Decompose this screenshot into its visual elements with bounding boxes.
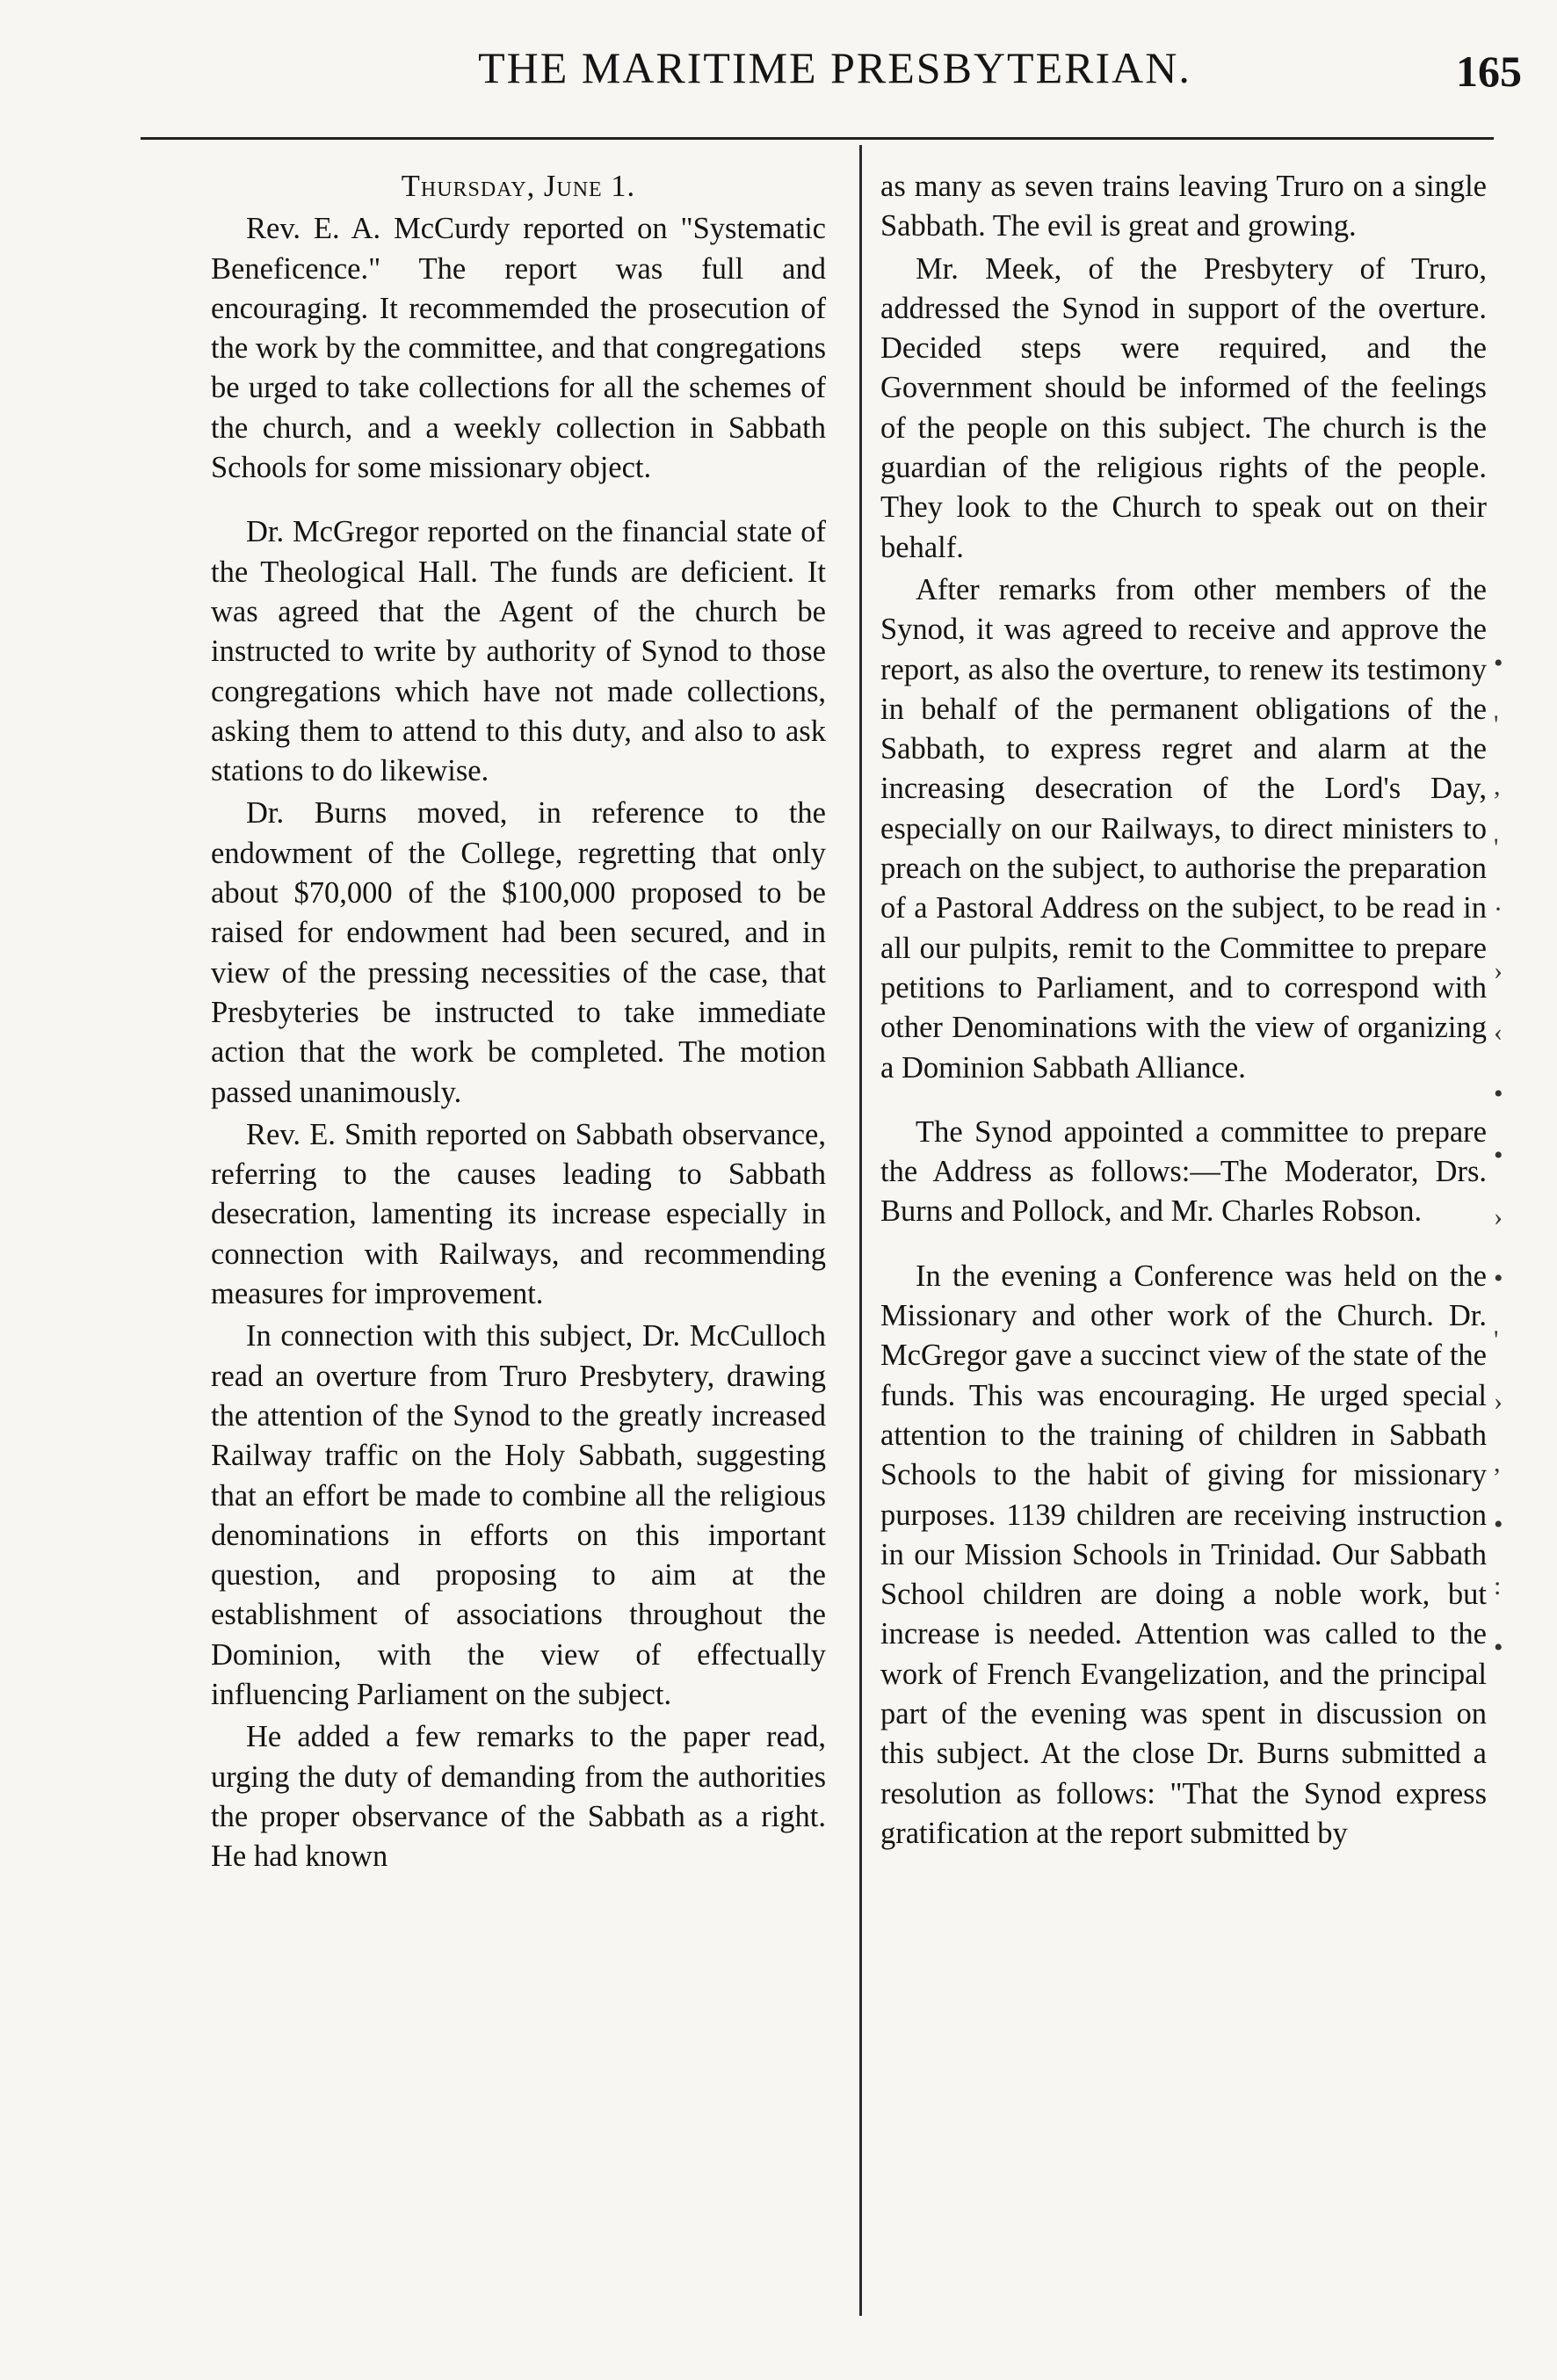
paragraph-theological-hall: Dr. McGregor reported on the financial state of the Theological Hall. The funds are deficient. It was agreed that the Agent of the church be instructed to write by authority of Synod to those congregations which have not made collections, asking them to attend to this duty, and also to ask stations to do likewise. <box>211 515 826 788</box>
margin-mark: • <box>1494 1079 1503 1108</box>
header-rule <box>141 137 1494 140</box>
margin-mark: ' <box>1494 833 1499 862</box>
paragraph-beneficence: Rev. E. A. McCurdy reported on "Systematic Beneficence." The report was full and encouraging. It recommemded the prosecution of the work by the committee, and that congregations be urged to take collections for all the schemes of the church, and a weekly collection in Sabbath Schools for some missionary object. <box>211 212 826 485</box>
running-title: THE MARITIME PRESBYTERIAN. <box>478 43 1191 92</box>
margin-mark: ‹ <box>1494 1018 1503 1047</box>
page-number: 165 <box>1456 47 1522 96</box>
margin-mark: : <box>1494 1571 1502 1600</box>
margin-mark: • <box>1494 1141 1503 1170</box>
paragraph-committee: The Synod appointed a committee to prepare the Address as follows:—The Moderator, Drs. Burns and Pollock, and Mr. Charles Robson. <box>880 1114 1487 1229</box>
margin-mark: , <box>1494 1448 1501 1477</box>
margin-marks <box>1494 633 1538 2303</box>
margin-mark: • <box>1494 1510 1503 1539</box>
paragraph-resolution: After remarks from other members of the Synod, it was agreed to receive and approve the report, as also the overture, to renew its testimony in behalf of the permanent obligations of the Sabbath, to express regret and alarm at the increasing desecration of the Lord's Day, especially on our Railways, to direct ministers to preach on the subject, to authorise the preparation of a Pastoral Address on the subject, to be read in all our pulpits, remit to the Committee to prepare petitions to Parliament, and to correspond with other Denominations with the view of organizing a Dominion Sabbath Alliance. <box>880 572 1487 1085</box>
margin-mark: • <box>1494 1264 1503 1293</box>
margin-mark: · <box>1494 895 1503 924</box>
page-header <box>0 35 1557 114</box>
margin-mark: › <box>1494 1387 1503 1416</box>
left-column <box>211 167 826 1876</box>
paragraph-sabbath-observance: Rev. E. Smith reported on Sabbath observance, referring to the causes leading to Sabbath desecration, lamenting its increase especially in connection with Railways, and recommending measures for improvement. <box>211 1117 826 1311</box>
margin-mark: ' <box>1494 1325 1499 1354</box>
paragraph-meek: Mr. Meek, of the Presbytery of Truro, addressed the Synod in support of the overture. Decided steps were required, and the Government should be informed of the feelings of the people on this subject. The church is the guardian of the religious rights of the people. They look to the Church to speak out on their behalf. <box>880 251 1487 564</box>
dateline: Thursday, June 1. <box>401 170 636 203</box>
margin-mark: , <box>1494 772 1501 801</box>
paragraph-trains: as many as seven trains leaving Truro on a single Sabbath. The evil is great and growing. <box>880 170 1487 243</box>
paragraph-endowment: Dr. Burns moved, in reference to the endowment of the College, regretting that only about $70,000 of the $100,000 proposed to be raised for endowment had been secured, and in view of the pressing necessities of the case, that Presbyteries be instructed to take immediate action that the work be completed. The motion passed unanimously. <box>211 796 826 1109</box>
margin-mark: › <box>1494 956 1503 985</box>
right-column <box>880 167 1487 1854</box>
column-divider <box>859 145 862 2316</box>
paragraph-conference: In the evening a Conference was held on the Missionary and other work of the Church. Dr. McGregor gave a succinct view of the state of the funds. This was encouraging. He urged special attention to the training of children in Sabbath Schools to the habit of giving for missionary purposes. 1139 children are receiving instruction in our Mission Schools in Trinidad. Our Sabbath School children are doing a noble work, but increase is needed. Attention was called to the work of French Evangelization, and the principal part of the evening was spent in discussion on this subject. At the close Dr. Burns submitted a resolution as follows: "That the Synod express gratification at the report submitted by <box>880 1259 1487 1850</box>
margin-mark: › <box>1494 1202 1503 1231</box>
paragraph-overture: In connection with this subject, Dr. McCulloch read an overture from Truro Presbytery, drawing the attention of the Synod to the greatly increased Railway traffic on the Holy Sabbath, suggesting that an effort be made to combine all the religious denominations in efforts on this important question, and proposing to aim at the establishment of associations throughout the Dominion, with the view of effectually influencing Parliament on the subject. <box>211 1319 826 1711</box>
margin-mark: ' <box>1494 710 1499 739</box>
margin-mark: • <box>1494 1633 1503 1662</box>
margin-mark: • <box>1494 649 1503 678</box>
paragraph-remarks: He added a few remarks to the paper read, urging the duty of demanding from the authorities the proper observance of the Sabbath as a right. He had known <box>211 1720 826 1874</box>
